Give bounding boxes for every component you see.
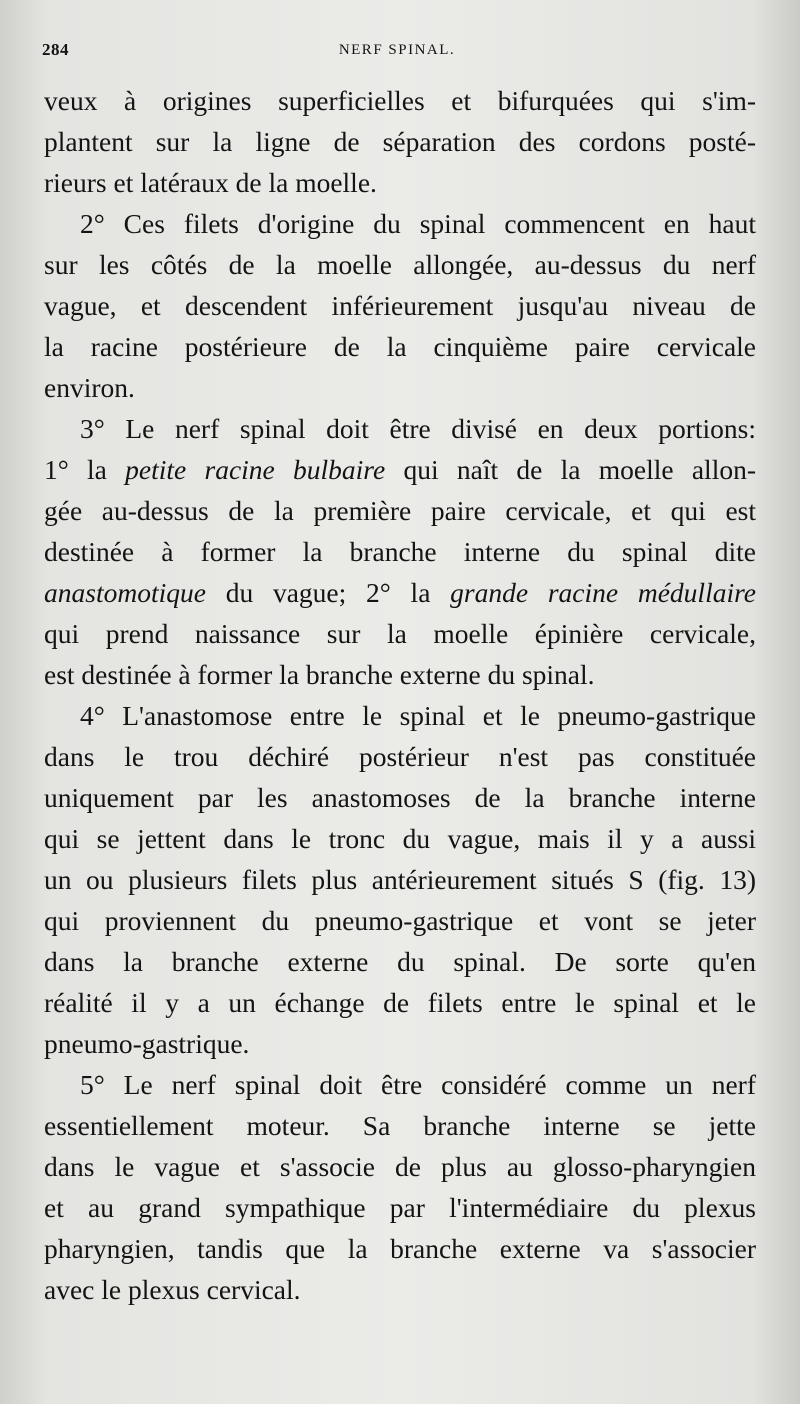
text-segment: et au grand sympathique par l'intermédiaire du plexus — [44, 1192, 756, 1223]
text-line — [44, 736, 756, 777]
running-head: NERF SPINAL. — [338, 42, 456, 58]
text-line — [44, 121, 756, 162]
text-line — [44, 490, 756, 531]
text-segment: pneumo-gastrique. — [44, 1028, 250, 1059]
text-line — [44, 162, 756, 203]
text-line — [44, 203, 756, 244]
text-segment: vague, et descendent inférieurement jusqu'au niveau de — [44, 290, 756, 321]
text-segment: dans la branche externe du spinal. De sorte qu'en — [44, 946, 756, 977]
text-segment: environ. — [44, 372, 135, 403]
text-segment: qui naît de la moelle allon- — [385, 454, 756, 485]
text-segment: gée au-dessus de la première paire cervicale, et qui est — [44, 495, 756, 526]
text-line — [44, 367, 756, 408]
text-line — [44, 818, 756, 859]
text-segment: qui se jettent dans le tronc du vague, mais il y a aussi — [44, 823, 756, 854]
text-line — [44, 1105, 756, 1146]
text-line — [44, 982, 756, 1023]
text-segment: rieurs et latéraux de la moelle. — [44, 167, 377, 198]
text-line — [44, 326, 756, 367]
text-segment: qui proviennent du pneumo-gastrique et vont se jeter — [44, 905, 756, 936]
body-text — [44, 80, 756, 1310]
text-line — [44, 408, 756, 449]
text-segment: dans le trou déchiré postérieur n'est pas constituée — [44, 741, 756, 772]
text-segment: du vague; 2° la — [205, 577, 451, 608]
page-header — [42, 40, 752, 64]
text-segment: la racine postérieure de la cinquième paire cervicale — [44, 331, 756, 362]
text-segment: veux à origines superficielles et bifurquées qui s'im- — [44, 85, 756, 116]
text-line — [44, 531, 756, 572]
text-line — [44, 695, 756, 736]
text-line — [44, 1187, 756, 1228]
text-segment: réalité il y a un échange de filets entre le spinal et le — [44, 987, 756, 1018]
text-segment: uniquement par les anastomoses de la branche interne — [44, 782, 756, 813]
text-segment: dans le vague et s'associe de plus au glosso-pharyngien — [44, 1151, 756, 1182]
text-line — [44, 244, 756, 285]
text-segment: destinée à former la branche interne du spinal dite — [44, 536, 756, 567]
text-segment: 5° Le nerf spinal doit être considéré comme un nerf — [80, 1069, 756, 1100]
text-segment: 3° Le nerf spinal doit être divisé en deux portions: — [80, 413, 756, 444]
italic-term: petite racine bulbaire — [125, 454, 386, 485]
text-segment: 1° la — [44, 454, 126, 485]
text-line — [44, 1228, 756, 1269]
text-line — [44, 1064, 756, 1105]
text-line — [44, 449, 756, 490]
page-number: 284 — [42, 40, 69, 59]
text-line — [44, 285, 756, 326]
italic-term: grande racine médullaire — [450, 577, 756, 608]
text-segment: sur les côtés de la moelle allongée, au-dessus du nerf — [44, 249, 756, 280]
text-line — [44, 572, 756, 613]
text-segment: essentiellement moteur. Sa branche interne se jette — [44, 1110, 756, 1141]
text-line — [44, 1146, 756, 1187]
text-line — [44, 80, 756, 121]
text-line — [44, 613, 756, 654]
text-line — [44, 777, 756, 818]
text-line — [44, 654, 756, 695]
text-segment: 2° Ces filets d'origine du spinal commencent en haut — [80, 208, 756, 239]
text-segment: qui prend naissance sur la moelle épinière cervicale, — [44, 618, 756, 649]
text-segment: 4° L'anastomose entre le spinal et le pneumo-gastrique — [80, 700, 756, 731]
text-line — [44, 941, 756, 982]
text-line — [44, 859, 756, 900]
text-segment: est destinée à former la branche externe du spinal. — [44, 659, 595, 690]
italic-term: anastomotique — [44, 577, 206, 608]
text-segment: avec le plexus cervical. — [44, 1274, 301, 1305]
text-segment: pharyngien, tandis que la branche externe va s'associer — [44, 1233, 756, 1264]
text-segment: plantent sur la ligne de séparation des cordons posté- — [44, 126, 756, 157]
text-segment: un ou plusieurs filets plus antérieurement situés S (fig. 13) — [44, 864, 756, 895]
text-line — [44, 1269, 756, 1310]
text-line — [44, 900, 756, 941]
text-line — [44, 1023, 756, 1064]
